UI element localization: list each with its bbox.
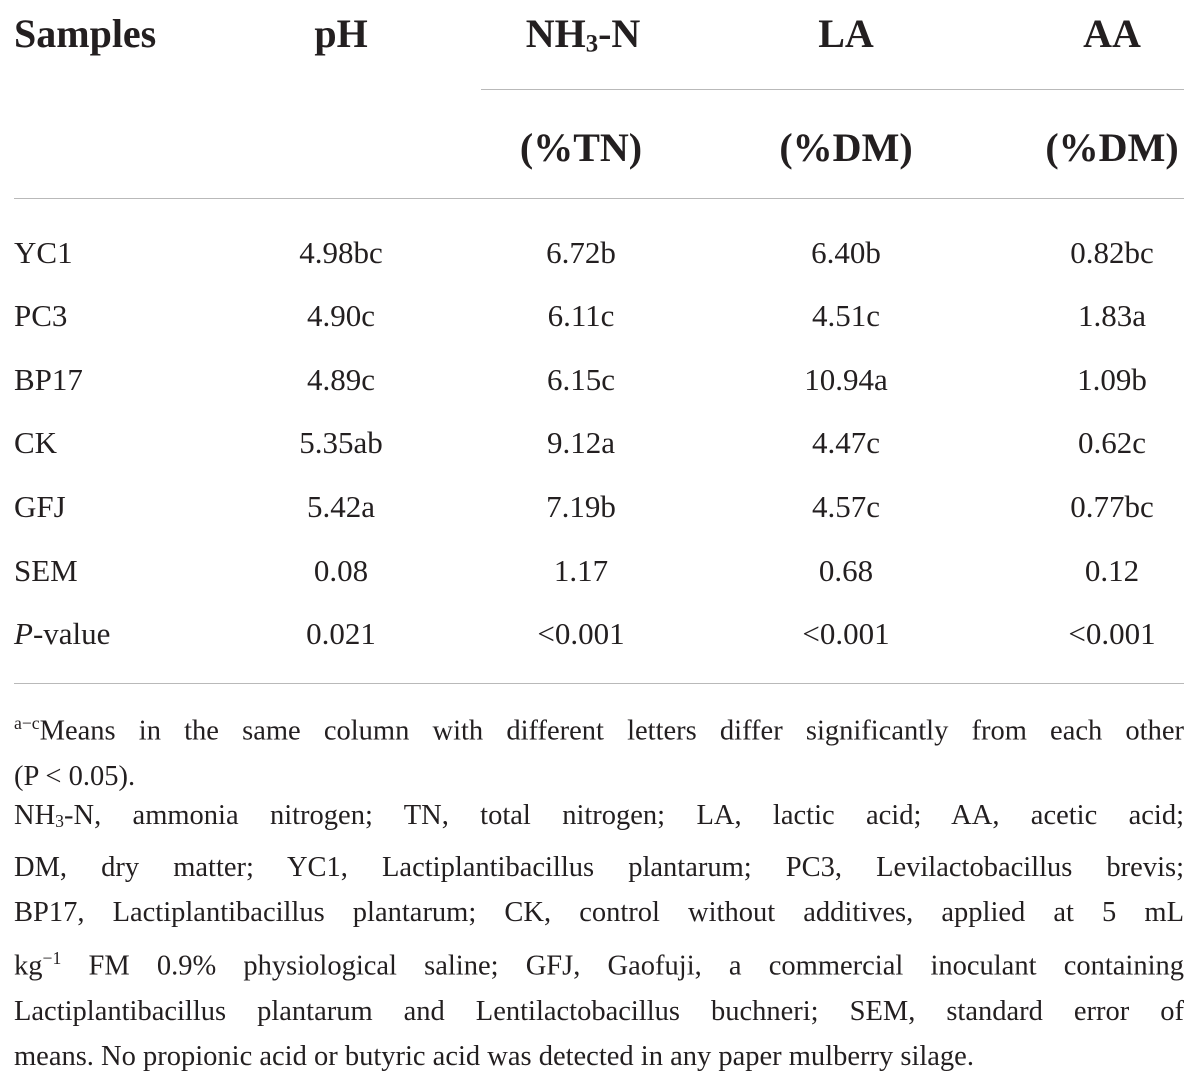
cell-la: 0.68 (818, 553, 874, 588)
cell-sample: GFJ (14, 489, 66, 524)
cell-ph: 4.89c (306, 362, 376, 397)
cell-aa: 0.12 (1084, 553, 1140, 588)
cell-ph: 0.08 (313, 553, 369, 588)
footnote-abbr-line1: NH3-N, ammonia nitrogen; TN, total nitrogen; LA, lactic acid; AA, acetic acid; (14, 800, 1184, 832)
header-ph: pH (314, 11, 368, 56)
cell-aa: 0.77bc (1070, 489, 1154, 524)
table-bottom-rule (14, 683, 1184, 684)
footnote-abbr-line3: BP17, Lactiplantibacillus plantarum; CK, control without additives, applied at 5 mL (14, 897, 1184, 929)
header-aa: AA (1083, 11, 1141, 56)
cell-ph: 4.98bc (299, 235, 383, 270)
header-la-unit: (%DM) (779, 125, 913, 170)
cell-sample: SEM (14, 553, 78, 588)
footnote-abbr-line2: DM, dry matter; YC1, Lactiplantibacillus plantarum; PC3, Levilactobacillus brevis; (14, 851, 1184, 883)
cell-aa: 1.83a (1077, 298, 1147, 333)
cell-nh3n: 7.19b (546, 489, 616, 524)
footnote-abbr-line6: means. No propionic acid or butyric acid was detected in any paper mulberry silage. (14, 1041, 974, 1073)
header-la: LA (818, 11, 874, 56)
header-nh3n-unit: (%TN) (519, 125, 643, 170)
cell-nh3n: 6.15c (546, 362, 616, 397)
footnote-sig-line2: (P < 0.05). (14, 761, 136, 793)
cell-nh3n: 6.11c (547, 298, 615, 333)
footnote-abbreviations (14, 793, 1184, 1080)
cell-sample: BP17 (14, 362, 83, 397)
cell-sample: YC1 (14, 235, 73, 270)
cell-aa: 0.62c (1077, 425, 1147, 460)
header-sub-rule (481, 89, 1184, 90)
cell-la: 4.47c (811, 425, 881, 460)
header-nh3n: NH3-N (525, 11, 641, 58)
cell-aa: <0.001 (1068, 616, 1156, 651)
cell-nh3n: <0.001 (537, 616, 625, 651)
cell-aa: 0.82bc (1070, 235, 1154, 270)
cell-ph: 4.90c (306, 298, 376, 333)
cell-la: 10.94a (804, 362, 888, 397)
header-bottom-rule (14, 198, 1184, 199)
footnote-abbr-line4: $kg^{-1}$ FM 0.9% physiological saline; GFJ, Gaofuji, a commercial inoculant containing (14, 947, 1184, 982)
footnote-sig-line1: $^{a-c}$Means in the same column with different letters differ significantly from each other (14, 713, 1184, 747)
cell-la: 6.40b (811, 235, 881, 270)
cell-ph: 0.021 (306, 616, 376, 651)
cell-ph: 5.35ab (299, 425, 383, 460)
cell-la: 4.57c (811, 489, 881, 524)
cell-nh3n: 1.17 (553, 553, 609, 588)
cell-la: 4.51c (811, 298, 881, 333)
footnote-significance (14, 701, 1184, 800)
footnote-abbr-line5: Lactiplantibacillus plantarum and Lentilactobacillus buchneri; SEM, standard error of (14, 995, 1184, 1027)
header-samples: Samples (14, 11, 157, 56)
cell-nh3n: 9.12a (546, 425, 616, 460)
header-aa-unit: (%DM) (1045, 125, 1179, 170)
cell-sample: CK (14, 425, 58, 460)
cell-pvalue-label: P-value (14, 616, 111, 651)
cell-aa: 1.09b (1077, 362, 1147, 397)
cell-sample: PC3 (14, 298, 68, 333)
cell-la: <0.001 (802, 616, 890, 651)
cell-ph: 5.42a (306, 489, 376, 524)
cell-nh3n: 6.72b (546, 235, 616, 270)
